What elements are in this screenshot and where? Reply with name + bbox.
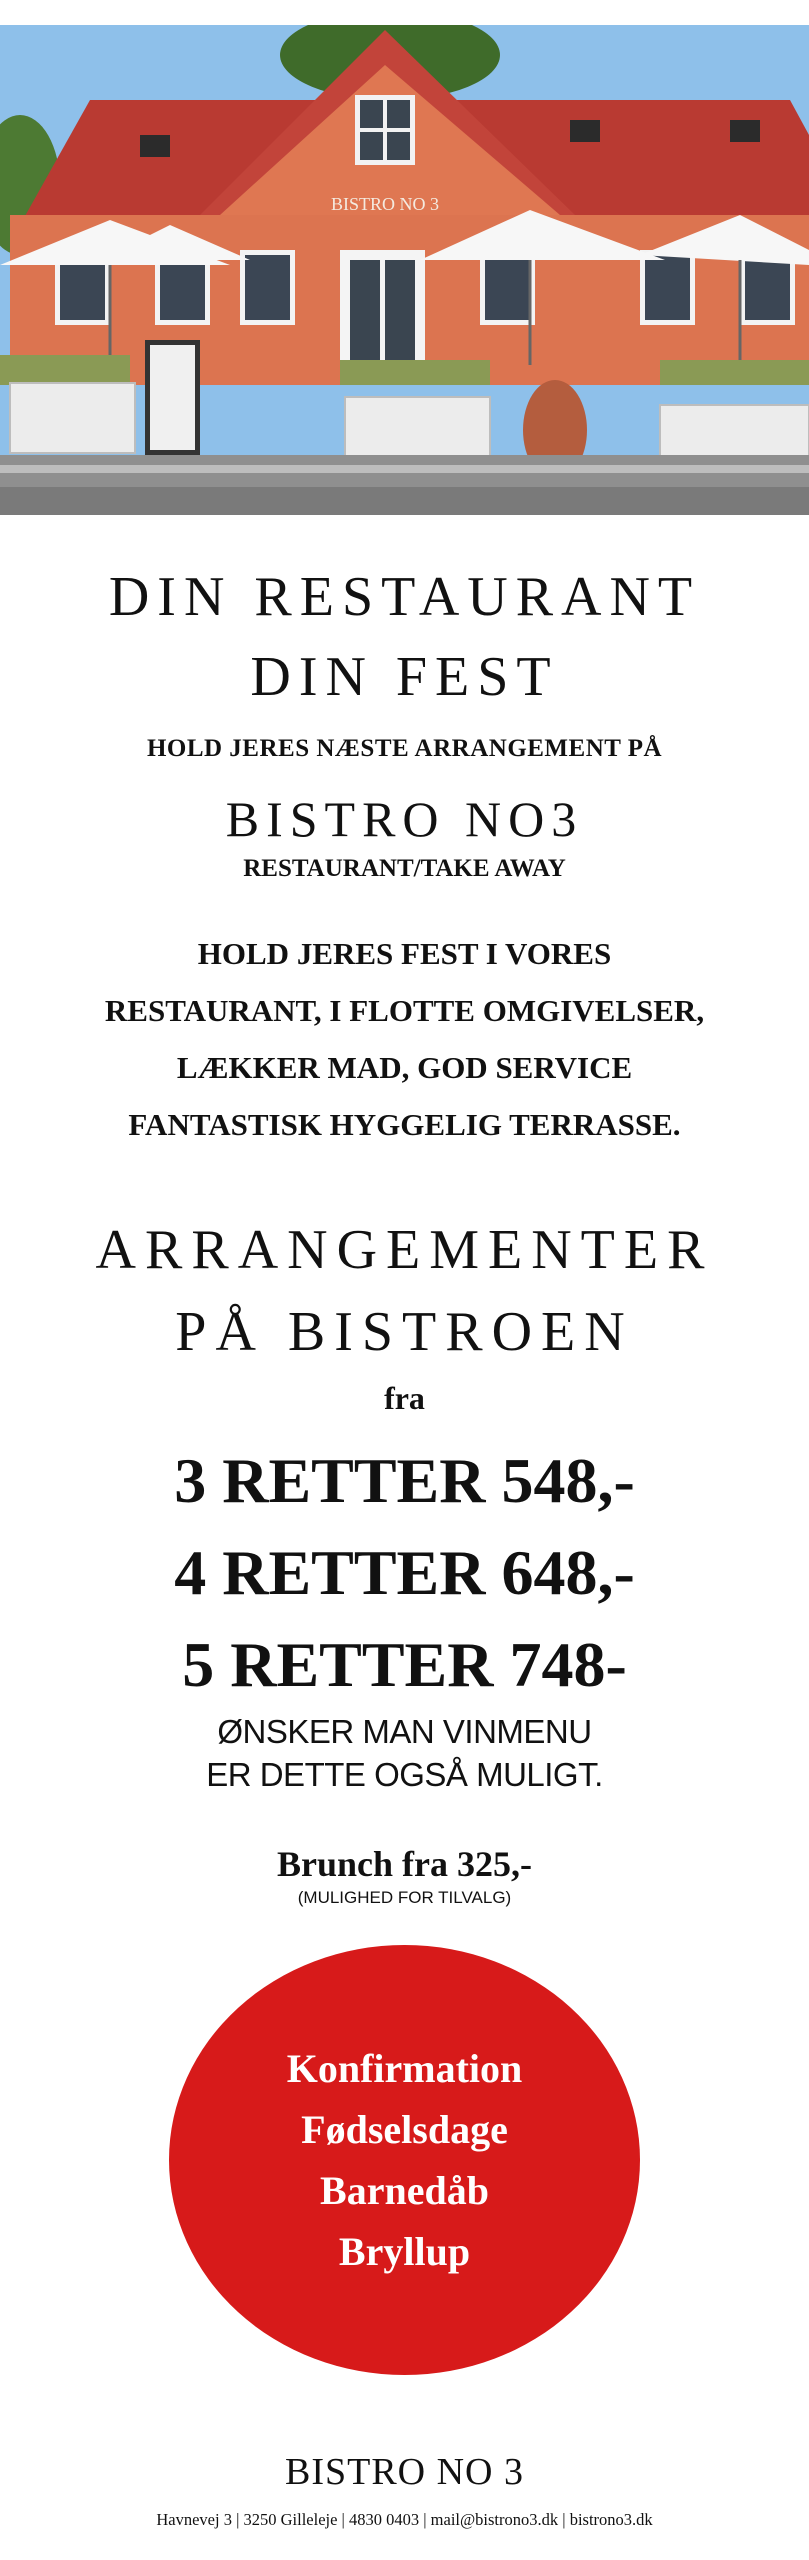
occasion-item: Konfirmation <box>286 2046 523 2091</box>
price-item: 3 RETTER 548,- <box>174 1445 635 1516</box>
wine-menu-note <box>0 1710 809 1796</box>
price-item: 4 RETTER 648,- <box>174 1537 635 1608</box>
occasion-item: Fødselsdage <box>301 2107 508 2152</box>
occasions-circle <box>169 1945 640 2375</box>
restaurant-exterior-photo <box>0 25 809 515</box>
restaurant-photo <box>0 25 809 515</box>
occasion-item: Bryllup <box>338 2229 471 2274</box>
events-title-line2: PÅ BISTROEN <box>175 1301 634 1363</box>
footer-brand: BISTRO NO 3 <box>284 2451 525 2493</box>
brand-name: BISTRO NO3 <box>225 791 584 847</box>
wine-note-line: ØNSKER MAN VINMENU <box>217 1713 592 1750</box>
description-line: RESTAURANT, I FLOTTE OMGIVELSER, <box>104 993 705 1028</box>
description <box>0 925 809 1153</box>
intro-text: HOLD JERES NÆSTE ARRANGEMENT PÅ <box>146 735 663 762</box>
headline-line1: DIN RESTAURANT <box>108 566 701 628</box>
description-line: HOLD JERES FEST I VORES <box>197 936 612 971</box>
description-line: LÆKKER MAD, GOD SERVICE <box>176 1050 633 1085</box>
description-line: FANTASTISK HYGGELIG TERRASSE. <box>128 1107 681 1142</box>
price-list <box>0 1435 809 1711</box>
from-label: fra <box>384 1380 425 1416</box>
events-title-line1: ARRANGEMENTER <box>95 1219 714 1281</box>
brunch-note: (MULIGHED FOR TILVALG) <box>297 1888 512 1907</box>
occasion-item: Barnedåb <box>320 2168 489 2213</box>
wine-note-line: ER DETTE OGSÅ MULIGT. <box>206 1756 603 1793</box>
footer-contact-info: Havnevej 3 | 3250 Gilleleje | 4830 0403 | mail@bistrono3.dk | bistrono3.dk <box>156 2510 653 2529</box>
brand-subtitle: RESTAURANT/TAKE AWAY <box>243 855 566 882</box>
building-sign: BISTRO NO 3 <box>330 194 440 214</box>
headline-line2: DIN FEST <box>250 646 559 708</box>
price-item: 5 RETTER 748- <box>182 1629 627 1700</box>
brunch-price: Brunch fra 325,- <box>277 1844 532 1884</box>
